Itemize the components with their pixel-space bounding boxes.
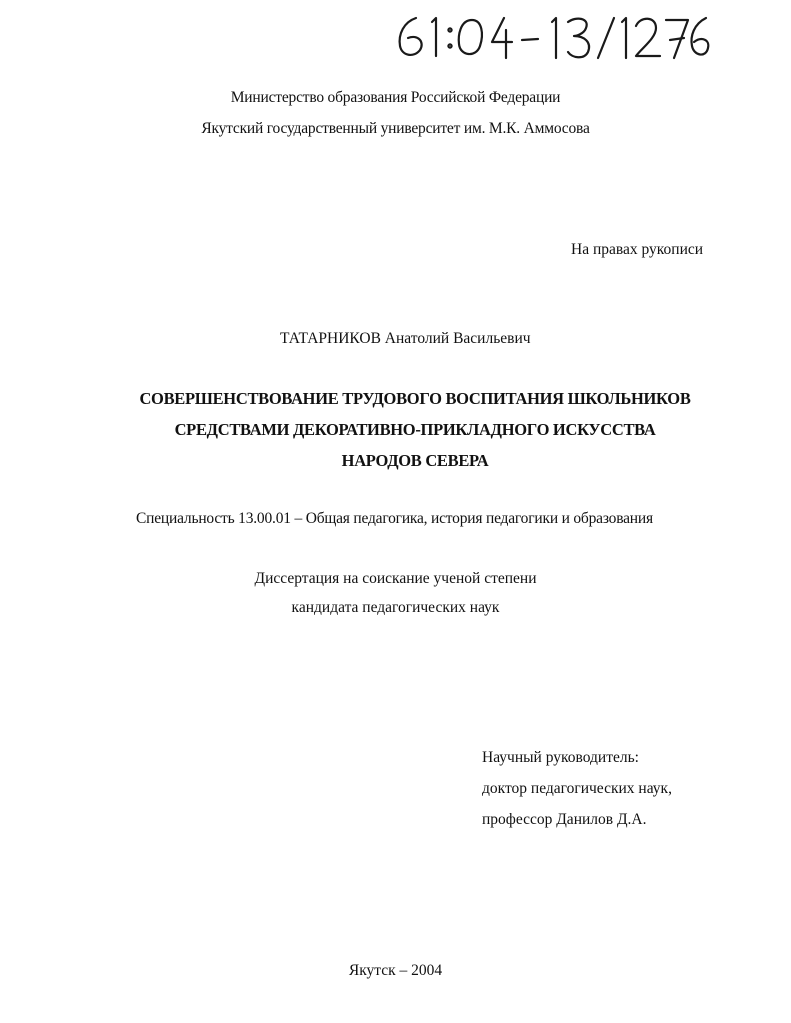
dissertation-degree-line-2: кандидата педагогических наук	[291, 599, 500, 616]
supervisor-label: Научный руководитель:	[482, 749, 639, 766]
thesis-title-line-3: НАРОДОВ СЕВЕРА	[341, 451, 489, 470]
handwritten-catalog-number-drawing	[392, 12, 710, 62]
author-given-names: Анатолий Васильевич	[384, 330, 531, 347]
author-name	[280, 330, 531, 348]
specialty-line: Специальность 13.00.01 – Общая педагогика, история педагогики и образования	[136, 510, 653, 527]
thesis-title-line-2: СРЕДСТВАМИ ДЕКОРАТИВНО-ПРИКЛАДНОГО ИСКУССТВА	[174, 420, 656, 439]
supervisor-degree: доктор педагогических наук,	[482, 780, 672, 797]
handwritten-catalog-number	[392, 12, 710, 62]
city-year: Якутск – 2004	[348, 962, 443, 979]
university-name: Якутский государственный университет им. М.К. Аммосова	[201, 120, 590, 137]
thesis-title-line-1: СОВЕРШЕНСТВОВАНИЕ ТРУДОВОГО ВОСПИТАНИЯ ШКОЛЬНИКОВ	[139, 389, 691, 408]
dissertation-degree-line-1: Диссертация на соискание ученой степени	[254, 570, 537, 587]
author-surname: ТАТАРНИКОВ	[280, 330, 381, 347]
supervisor-name: профессор Данилов Д.А.	[482, 811, 647, 828]
ministry-name: Министерство образования Российской Федерации	[230, 89, 561, 106]
manuscript-rights-note: На правах рукописи	[571, 241, 704, 258]
